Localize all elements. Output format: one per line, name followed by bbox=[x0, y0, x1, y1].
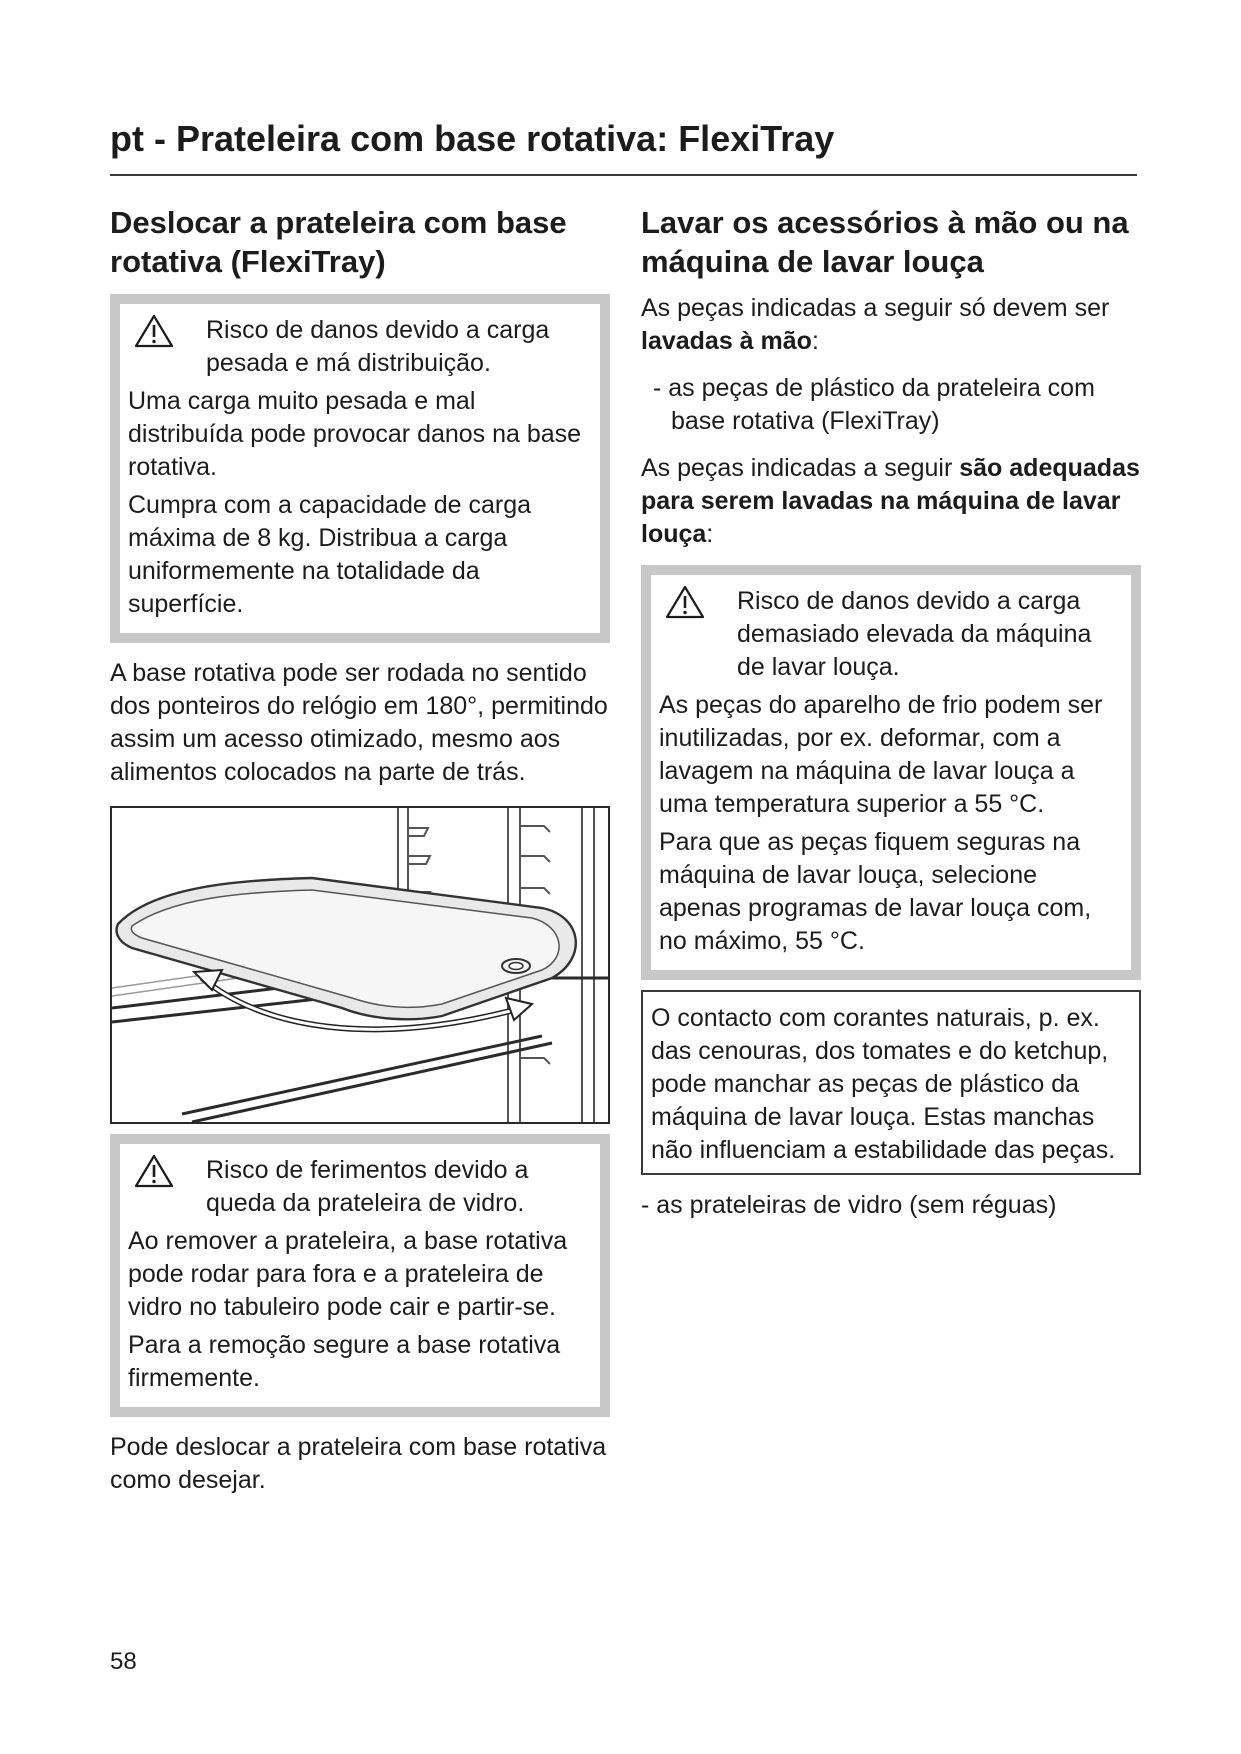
page-title: pt - Prateleira com base rotativa: FlexiTray bbox=[110, 118, 835, 159]
hand-wash-emphasis: lavadas à mão bbox=[641, 326, 812, 355]
warning-instruction: Para a remoção segure a base rotativa firmemente. bbox=[128, 1330, 561, 1392]
page-number: 58 bbox=[110, 1648, 137, 1675]
warning-instruction: Cumpra com a capacidade de carga máxima de 8 kg. Distribua a carga uniformemente na totalidade da superfície. bbox=[128, 490, 532, 618]
warning-box-injury bbox=[110, 1134, 610, 1417]
warning-text: Uma carga muito pesada e mal distribuída pode provocar danos na base rotativa. bbox=[128, 386, 582, 481]
warning-title: Risco de danos devido a carga pesada e má distribuição. bbox=[206, 315, 550, 377]
list-item: - as peças de plástico da prateleira com base rotativa (FlexiTray) bbox=[653, 373, 1095, 435]
dishwasher-emphasis: são adequadas para serem lavadas na máquina de lavar louça bbox=[641, 453, 1140, 548]
hand-wash-intro bbox=[641, 292, 1141, 358]
warning-title: Risco de ferimentos devido a queda da prateleira de vidro. bbox=[206, 1155, 529, 1217]
hand-wash-colon: : bbox=[811, 326, 819, 355]
warning-text: Ao remover a prateleira, a base rotativa pode rodar para fora e a prateleira de vidro no tabuleiro pode cair e partir-se. bbox=[128, 1226, 568, 1321]
list-item: - as prateleiras de vidro (sem réguas) bbox=[641, 1190, 1057, 1219]
title-divider bbox=[110, 174, 1137, 176]
staining-note-box bbox=[641, 990, 1141, 1175]
move-tray-paragraph: Pode deslocar a prateleira com base rotativa como desejar. bbox=[110, 1432, 607, 1494]
dishwasher-colon: : bbox=[706, 519, 714, 548]
warning-text: As peças do aparelho de frio podem ser inutilizadas, por ex. deformar, com a lavagem na máquina de lavar louça a uma temperatura superior a 55 °C. bbox=[659, 690, 1103, 818]
rotation-paragraph: A base rotativa pode ser rodada no sentido dos ponteiros do relógio em 180°, permitindo assim um acesso otimizado, mesmo aos alimentos colocados na parte de trás. bbox=[110, 658, 608, 786]
warning-triangle-icon bbox=[134, 314, 174, 348]
hand-wash-intro-text: As peças indicadas a seguir só devem ser bbox=[641, 293, 1110, 322]
warning-title: Risco de danos devido a carga demasiado elevada da máquina de lavar louça. bbox=[737, 586, 1092, 681]
warning-instruction: Para que as peças fiquem seguras na máquina de lavar louça, selecione apenas programas de lavar louça com, no máximo, 55 °C. bbox=[659, 827, 1092, 955]
warning-triangle-icon bbox=[665, 585, 705, 619]
flexitray-illustration bbox=[110, 806, 610, 1124]
warning-triangle-icon bbox=[134, 1154, 174, 1188]
dishwasher-intro-text: As peças indicadas a seguir bbox=[641, 453, 960, 482]
section-heading-washing: Lavar os acessórios à mão ou na máquina de lavar louça bbox=[641, 205, 1129, 279]
warning-box-load bbox=[110, 294, 610, 643]
left-column bbox=[110, 204, 610, 1497]
section-heading-move-tray: Deslocar a prateleira com base rotativa (FlexiTray) bbox=[110, 205, 567, 279]
warning-box-dishwasher bbox=[641, 565, 1141, 980]
dishwasher-intro bbox=[641, 452, 1141, 551]
rotating-tray-drawing bbox=[112, 808, 608, 1122]
right-column bbox=[641, 204, 1141, 1222]
staining-note-text: O contacto com corantes naturais, p. ex. das cenouras, dos tomates e do ketchup, pode manchar as peças de plástico da máquina de lavar louça. Estas manchas não influenciam a estabilidade das peças. bbox=[651, 1003, 1116, 1164]
